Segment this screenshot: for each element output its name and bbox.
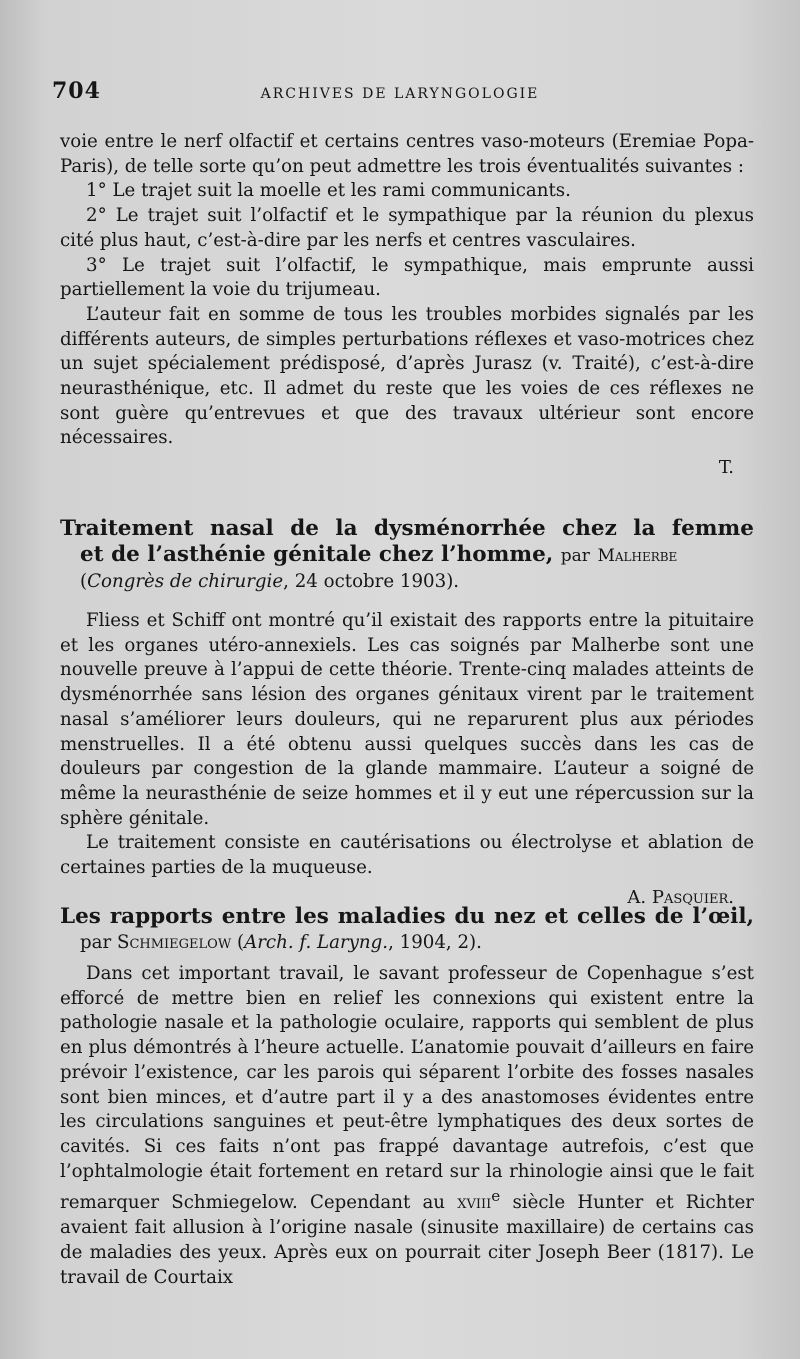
article-title-line-2: [60, 542, 754, 569]
signature-initial: A.: [627, 886, 647, 908]
citation-source: Arch. f. Laryng.: [244, 932, 389, 953]
citation-rest: , 1904, 2).: [388, 932, 482, 953]
section-nez-oeil: [60, 904, 754, 1290]
section-continuation: [60, 130, 754, 478]
article-citation: (Congrès de chirurgie, 24 octobre 1903).: [80, 571, 460, 592]
author-name: Schmiegelow: [116, 932, 232, 953]
page-number: 704: [52, 78, 101, 104]
century-numeral: xviii: [457, 1192, 492, 1214]
paragraph-treatment: Le traitement consiste en cautérisations ou électrolyse et ablation de certaines parties de la muqueuse.: [60, 832, 754, 879]
paragraph-body: Fliess et Schiff ont montré qu’il existait des rapports entre la pituitaire et les organes utéro-annexiels. Les cas soignés par Malherbe sont une nouvelle preuve à l’appui de cette théorie. Trente-cinq malades atteints de dysménorrhée sans lésion des organes génitaux virent par le traitement nasal s’améliorer leurs douleurs, qui ne reparurent plus aux périodes menstruelles. Il a été obtenu aussi quelques succès dans les cas de douleurs par congestion de la glande mammaire. L’auteur a soigné de même la neurasthénie de seize hommes et il y eut une répercussion sur la sphère génitale.: [60, 610, 754, 829]
signature-name: Pasquier.: [651, 886, 734, 908]
paragraph-conclusion: L’auteur fait en somme de tous les troubles morbides signalés par les différents auteurs, de simples perturbations réflexes et vaso-motrices chez un sujet spécialement prédisposé, d’après Jurasz (v. Traité), c’est-à-dire neurasthénique, etc. Il admet du reste que les voies de ces réflexes ne sont guère qu’entrevues et que des travaux ultérieur sont encore nécessaires.: [60, 303, 754, 449]
section-dysmenorrhee: [60, 516, 754, 908]
signature-t: T.: [718, 457, 734, 479]
citation-date: , 24 octobre 1903).: [283, 571, 460, 592]
paragraph-text-before: Dans cet important travail, le savant professeur de Copenhague s’est efforcé de mettre bien en relief les connexions qui existent entre la pathologie nasale et la pathologie oculaire, rapports qui semblent de plus en plus démontrés à l’heure actuelle. L’anatomie pouvait d’ailleurs en faire prévoir l’existence, car les parois qui séparent l’orbite des fosses nasales sont bien minces, et d’autre part il y a des anastomoses évidentes entre les circulations sanguines et peut-être lymphatiques des deux sortes de cavités. Si ces faits n’ont pas frappé davantage autrefois, c’est que l’ophtalmologie était fortement en retard sur la rhinologie ainsi que le fait remarquer Schmiegelow. Cependant au: [60, 963, 754, 1214]
article-title: Les rapports entre les maladies du nez et celles de l’œil,: [60, 904, 754, 929]
article-title-line-2-text: et de l’asthénie génitale chez l’homme,: [80, 542, 554, 567]
citation-source: Congrès de chirurgie: [87, 571, 284, 592]
page-header: [52, 78, 748, 110]
author-prefix: par: [80, 932, 112, 953]
paragraph-continued: voie entre le nerf olfactif et certains centres vaso-moteurs (Eremiae Popa-Paris), de telle sorte qu’on peut admettre les trois éventualités suivantes :: [60, 131, 754, 177]
list-item-1: 1° Le trajet suit la moelle et les rami communicants.: [86, 180, 571, 202]
paragraph-body: [60, 962, 754, 1290]
running-title: ARCHIVES DE LARYNGOLOGIE: [260, 86, 540, 102]
century-superscript: e: [491, 1187, 501, 1206]
list-item-2: 2° Le trajet suit l’olfactif et le sympathique par la réunion du plexus cité plus haut, c’est-à-dire par les nerfs et centres vasculaires.: [60, 205, 754, 251]
author-prefix: par: [560, 546, 590, 566]
article-title-line-1: Traitement nasal de la dysménorrhée chez la femme: [60, 516, 754, 541]
article-citation: par Schmiegelow (Arch. f. Laryng., 1904, 2).: [80, 932, 482, 953]
list-item-3: 3° Le trajet suit l’olfactif, le sympathique, mais emprunte aussi partiellement la voie du trijumeau.: [60, 254, 754, 301]
paragraph-text-after: siècle Hunter et Richter avaient fait allusion à l’origine nasale (sinusite maxillaire) de certains cas de maladies des yeux. Après eux on pourrait citer Joseph Beer (1817). Le travail de Courtaix: [60, 1192, 754, 1288]
author-name: Malherbe: [597, 546, 678, 566]
